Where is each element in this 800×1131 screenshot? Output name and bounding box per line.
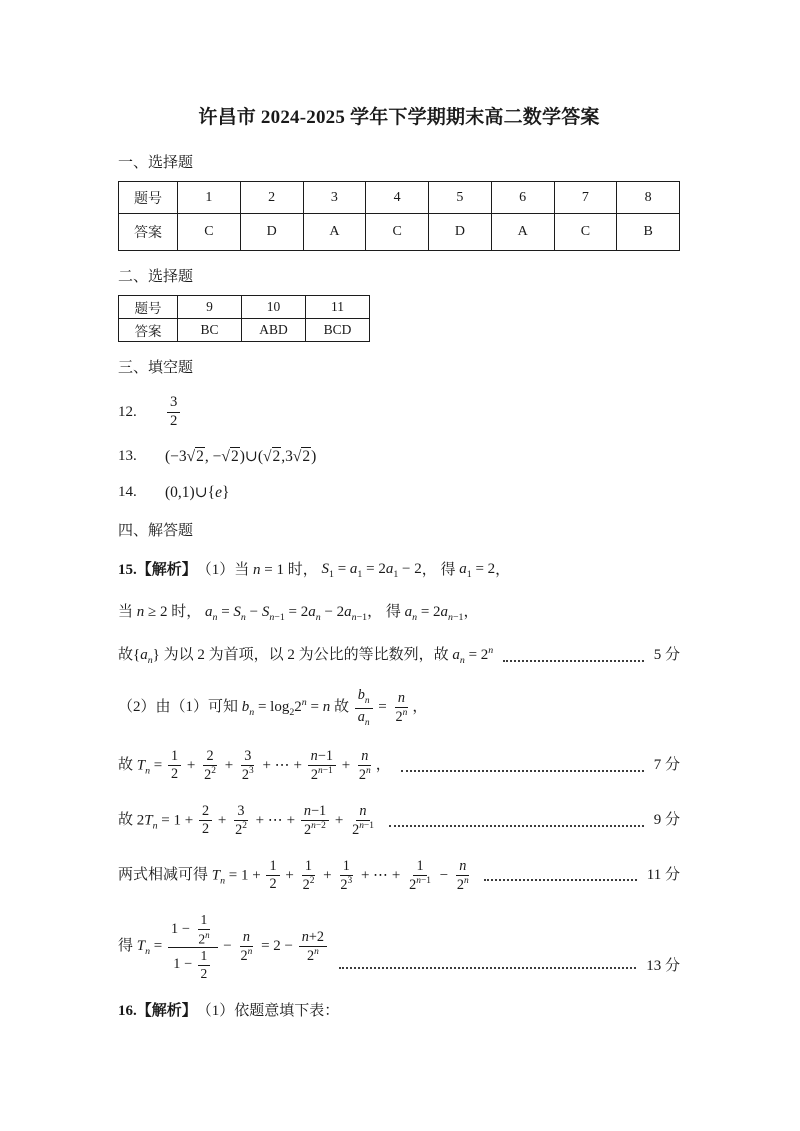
section-four-heading: 四、解答题 <box>118 523 194 540</box>
answer-row <box>119 319 370 342</box>
solution-line <box>118 1001 680 1023</box>
line-content <box>118 1001 339 1023</box>
row-label-cell: 答案 <box>119 319 178 342</box>
text-run: 故 <box>330 699 353 716</box>
text-run: （1）当 <box>196 562 254 579</box>
fraction: $\frac{b_n}{a_n}$ <box>355 687 373 728</box>
text-run: （1）依题意填下表： <box>196 1002 340 1019</box>
fraction: $\frac{n}{2^n}$ <box>456 857 469 893</box>
solution-line <box>118 803 680 839</box>
question-number-cell: 8 <box>617 182 680 214</box>
section-three-heading: 三、填空题 <box>118 360 194 376</box>
page-title: 许昌市 2024-2025 学年下学期期末高二数学答案 <box>198 107 600 128</box>
question-number-cell: 1 <box>178 182 241 214</box>
solution-line <box>118 748 680 784</box>
answer-math <box>165 394 182 430</box>
dotted-leader <box>339 967 636 969</box>
question-number-cell: 11 <box>306 296 370 319</box>
fraction: $\frac{n+2}{2^n}$ <box>299 929 327 965</box>
fraction: $\frac{2}{2^2}$ <box>204 747 216 783</box>
sqrt-radical: √2 <box>186 448 204 466</box>
answer-cell: D <box>429 214 492 251</box>
solution-section <box>118 559 680 1022</box>
math-run: $a_1 = 2$ <box>459 561 496 581</box>
answer-cell: ABD <box>242 319 306 342</box>
text-run: ， <box>412 699 428 716</box>
text-run: 故 <box>118 647 134 664</box>
question-number-cell: 10 <box>242 296 306 319</box>
sqrt-radical: √2 <box>292 448 311 466</box>
fraction: $\frac{n}{2^{n-1}}$ <box>352 802 374 838</box>
line-content <box>118 912 329 981</box>
text-run: （2）由（1）可知 <box>118 699 242 716</box>
multi-select-answers-table <box>118 295 370 342</box>
fraction: $\frac{1}{2^n}$ <box>198 912 210 947</box>
answer-row <box>119 214 680 251</box>
answer-math: (0,1)∪{e} <box>165 484 230 502</box>
answer-cell: A <box>491 214 554 251</box>
question-number-cell: 4 <box>366 182 429 214</box>
fraction: $\frac{1}{2}$ <box>168 748 181 783</box>
text-run: ， 得 <box>367 604 405 621</box>
fraction: $\frac{1}{2^3}$ <box>340 857 353 893</box>
math-run: n = 1 <box>253 562 284 579</box>
fraction: $\frac{n}{2^n}$ <box>395 690 408 725</box>
solution-line <box>118 602 680 625</box>
multiple-choice-answers-table <box>118 181 680 251</box>
text-run: 为以 2 为首项，以 2 为公比的等比数列，故 <box>159 647 453 664</box>
fraction: $\frac{1}{2^{n-1}}$ <box>409 857 431 893</box>
answer-cell: BCD <box>306 319 370 342</box>
text-run: ， <box>463 604 479 621</box>
score-label: 9 分 <box>653 811 680 828</box>
question-number: 13. <box>118 448 137 465</box>
answer-math: (−3√2, −√2)∪(√2,3√2) <box>165 448 317 466</box>
fill-blank-item <box>118 483 680 502</box>
fraction: $\frac{n-1}{2^{n-2}}$ <box>301 803 329 839</box>
score-label: 13 分 <box>646 958 680 975</box>
text-run: 两式相减可得 <box>118 866 212 883</box>
question-number-cell: 3 <box>303 182 366 214</box>
fill-blank-item <box>118 394 680 430</box>
sqrt-radical: √2 <box>221 448 239 466</box>
question-number-cell: 2 <box>240 182 303 214</box>
question-number-cell: 9 <box>178 296 242 319</box>
fraction: 1 − $\frac{1}{2^n}$ 1 − $\frac{1}{2}$ <box>168 912 218 981</box>
answer-cell: C <box>178 214 241 251</box>
score-label: 5 分 <box>653 647 680 664</box>
fraction: $\frac{3}{2^2}$ <box>235 802 247 838</box>
fraction: $\frac{1}{2}$ <box>266 858 279 893</box>
score-label: 7 分 <box>653 756 680 773</box>
text-run: ， 得 <box>421 562 460 579</box>
solution-line <box>118 912 680 981</box>
math-run: $2T_n = 1$ + $\frac{2}{2}$ + $\frac{3}{2^2}$ + ⋯ + $\frac{n-1}{2^{n-2}}$ + $\frac{n}{2^{n-1}}$ <box>137 803 379 839</box>
text-run: 当 <box>118 604 137 621</box>
solution-line <box>118 644 680 668</box>
line-content <box>118 858 474 894</box>
dotted-leader <box>484 879 637 881</box>
fraction: $\frac{2}{2}$ <box>199 803 212 838</box>
text-run: ， <box>375 756 391 773</box>
math-run: $\frac{b_n}{a_n}$ = $\frac{n}{2^n}$ <box>353 687 413 728</box>
answer-cell: C <box>554 214 617 251</box>
math-run: $a_n = 2a_{n-1}$ <box>404 603 464 623</box>
question-number: 12. <box>118 403 137 420</box>
section-two-heading: 二、选择题 <box>118 269 194 285</box>
text-run: 时， <box>167 604 206 621</box>
fraction: $\frac{3}{2^3}$ <box>241 747 254 783</box>
fill-blank-item <box>118 447 680 466</box>
math-run: $S_1 = a_1 = 2a_1 - 2$ <box>321 561 422 581</box>
text-run: 15.【解析】 <box>118 562 197 579</box>
dotted-leader <box>401 770 644 772</box>
question-number-cell: 7 <box>554 182 617 214</box>
answer-cell: D <box>240 214 303 251</box>
math-run: $T_n$ = 1 − $\frac{1}{2^n}$ 1 − $\frac{1}{2}$ − $\frac{n}{2^n}$ = 2 − $\frac{n+2}{2^n}$ <box>137 912 329 981</box>
fraction: $\frac{1}{2^2}$ <box>302 857 315 893</box>
text-run: 得 <box>118 938 137 955</box>
text-run: 故 <box>118 756 137 773</box>
math-run: $a_n = S_n - S_{n-1} = 2a_n - 2a_{n-1}$ <box>205 603 368 623</box>
text-run: 时， <box>284 562 322 579</box>
math-run: $\{a_n\}$ <box>133 646 160 666</box>
math-run: $T_n$ = $\frac{1}{2}$ + $\frac{2}{2^2}$ + $\frac{3}{2^3}$ + ⋯ + $\frac{n-1}{2^{n-1}}$ + $\frac{n}{2^n}$ <box>137 748 376 784</box>
math-run: $a_n = 2^n$ <box>452 645 494 667</box>
math-run: $T_n = 1$ + $\frac{1}{2}$ + $\frac{1}{2^2}$ + $\frac{1}{2^3}$ + ⋯ + $\frac{1}{2^{n-1}}$ − $\frac{n}{2^n}$ <box>212 858 474 894</box>
question-number-cell: 6 <box>491 182 554 214</box>
line-content <box>118 687 427 728</box>
line-content <box>118 803 379 839</box>
solution-line <box>118 858 680 894</box>
question-number-row <box>119 296 370 319</box>
answer-cell: B <box>617 214 680 251</box>
fill-blank-answers <box>118 394 680 502</box>
fraction: $\frac{n-1}{2^{n-1}}$ <box>308 748 336 784</box>
fraction: $\frac{n}{2^n}$ <box>358 747 371 783</box>
math-run: $b_n = \log_22^n = n$ <box>241 696 331 718</box>
text-run: 故 <box>118 811 137 828</box>
math-run: n ≥ 2 <box>136 604 168 621</box>
sqrt-radical: √2 <box>263 448 281 466</box>
dotted-leader <box>389 825 644 827</box>
solution-line <box>118 559 680 582</box>
fraction: $\frac{3}{2}$ <box>167 394 180 430</box>
question-number-cell: 5 <box>429 182 492 214</box>
row-label-cell: 题号 <box>119 296 178 319</box>
line-content <box>118 644 493 668</box>
score-label: 11 分 <box>646 866 680 883</box>
dotted-leader <box>503 660 644 662</box>
answer-cell: A <box>303 214 366 251</box>
question-number-row <box>119 182 680 214</box>
line-content <box>118 748 391 784</box>
answer-cell: C <box>366 214 429 251</box>
section-one-heading: 一、选择题 <box>118 155 194 171</box>
question-number: 14. <box>118 484 137 501</box>
text-run: ， <box>495 562 511 579</box>
line-content <box>118 602 479 625</box>
fraction: $\frac{1}{2}$ <box>198 948 211 981</box>
solution-line <box>118 687 680 728</box>
row-label-cell: 题号 <box>119 182 178 214</box>
answer-cell: BC <box>178 319 242 342</box>
text-run: 16.【解析】 <box>118 1002 197 1019</box>
fraction: $\frac{n}{2^n}$ <box>240 929 253 965</box>
row-label-cell: 答案 <box>119 214 178 251</box>
line-content <box>118 559 510 582</box>
